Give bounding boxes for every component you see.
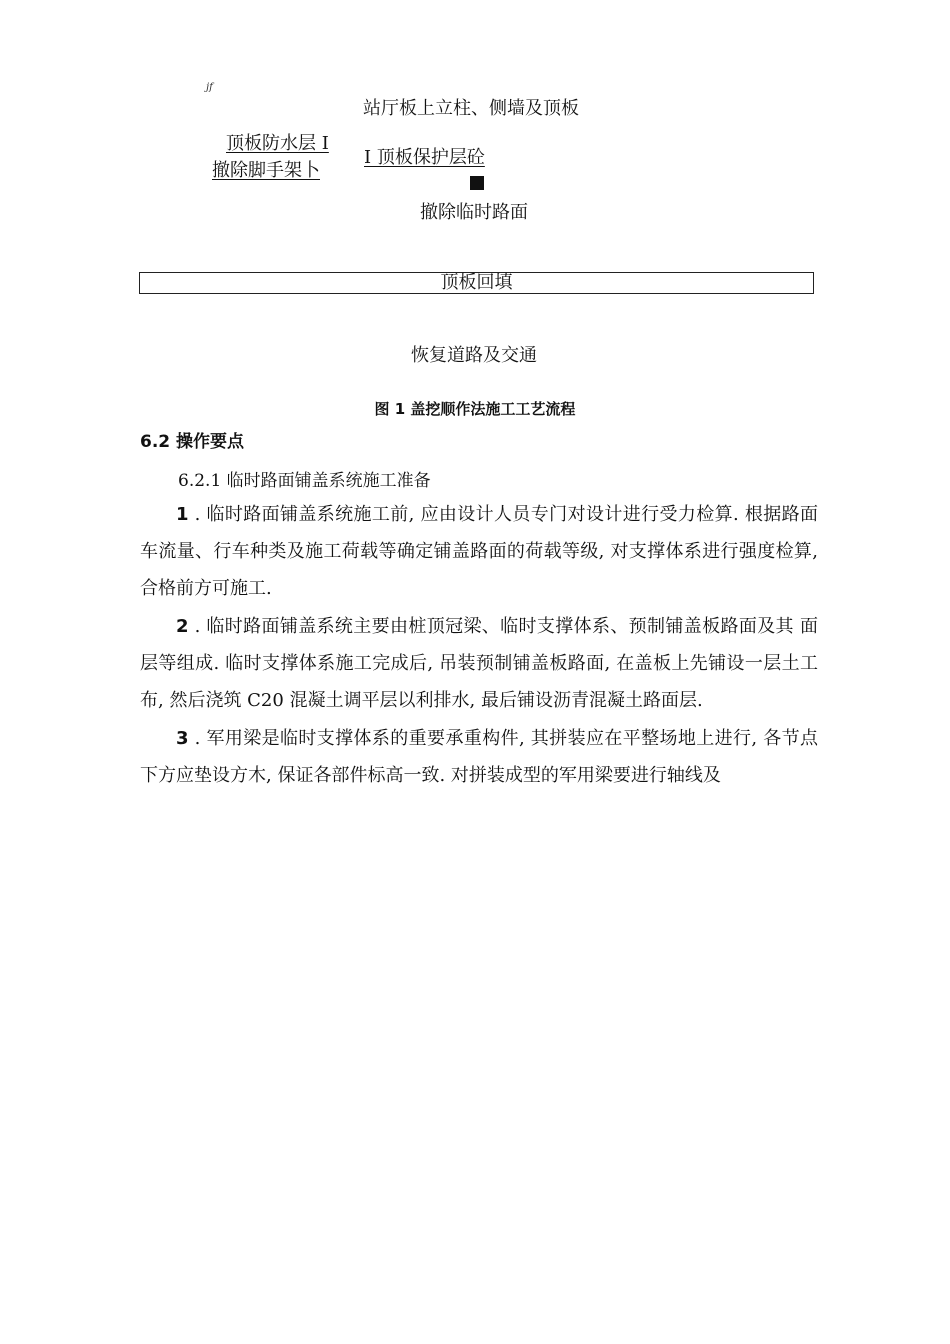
paragraph-3-number: 3 xyxy=(176,728,189,749)
flow-step-remove-temp-road: 撤除临时路面 xyxy=(420,202,528,223)
subsection-heading: 6.2.1 临时路面铺盖系统施工准备 xyxy=(178,471,431,491)
figure-caption: 图 1 盖挖顺作法施工工艺流程 xyxy=(374,400,576,418)
flow-square-marker xyxy=(470,176,484,190)
paragraph-2-number: 2 xyxy=(176,616,189,637)
flow-step-backfill-box xyxy=(139,272,814,294)
paragraph-1 xyxy=(140,496,818,607)
section-heading: 6.2 操作要点 xyxy=(140,432,245,452)
flow-step-columns-walls-roof: 站厅板上立柱、侧墙及顶板 xyxy=(363,98,579,119)
paragraph-2 xyxy=(140,608,818,719)
flowchart-mark: jf xyxy=(206,82,213,93)
paragraph-2-text: . 临时路面铺盖系统主要由桩顶冠梁、临时支撑体系、预制铺盖板路面及其 面层等组成. 临时支撑体系施工完成后, 吊装预制铺盖板路面, 在盖板上先铺设一层土工布, 然后浇筑 C20 混凝土调平层以利排水, 最后铺设沥青混凝土路面层. xyxy=(140,616,818,711)
paragraph-3-text: . 军用梁是临时支撑体系的重要承重构件, 其拼装应在平整场地上进行, 各节点下方应垫设方木, 保证各部件标高一致. 对拼装成型的军用梁要进行轴线及 xyxy=(140,728,818,786)
paragraph-3 xyxy=(140,720,818,794)
flow-step-waterproof: 顶板防水层 I xyxy=(226,133,329,154)
flow-step-protect-layer: I 顶板保护层砼 xyxy=(364,147,485,168)
flow-step-remove-scaffold: 撤除脚手架卜 xyxy=(212,160,320,181)
flow-step-backfill-label: 顶板回填 xyxy=(440,272,513,293)
paragraph-1-text: . 临时路面铺盖系统施工前, 应由设计人员专门对设计进行受力检算. 根据路面车流量、行车种类及施工荷载等确定铺盖路面的荷载等级, 对支撑体系进行强度检算, 合格前方可施工. xyxy=(140,504,818,599)
paragraph-1-number: 1 xyxy=(176,504,189,525)
flow-step-restore-traffic: 恢复道路及交通 xyxy=(411,345,537,366)
